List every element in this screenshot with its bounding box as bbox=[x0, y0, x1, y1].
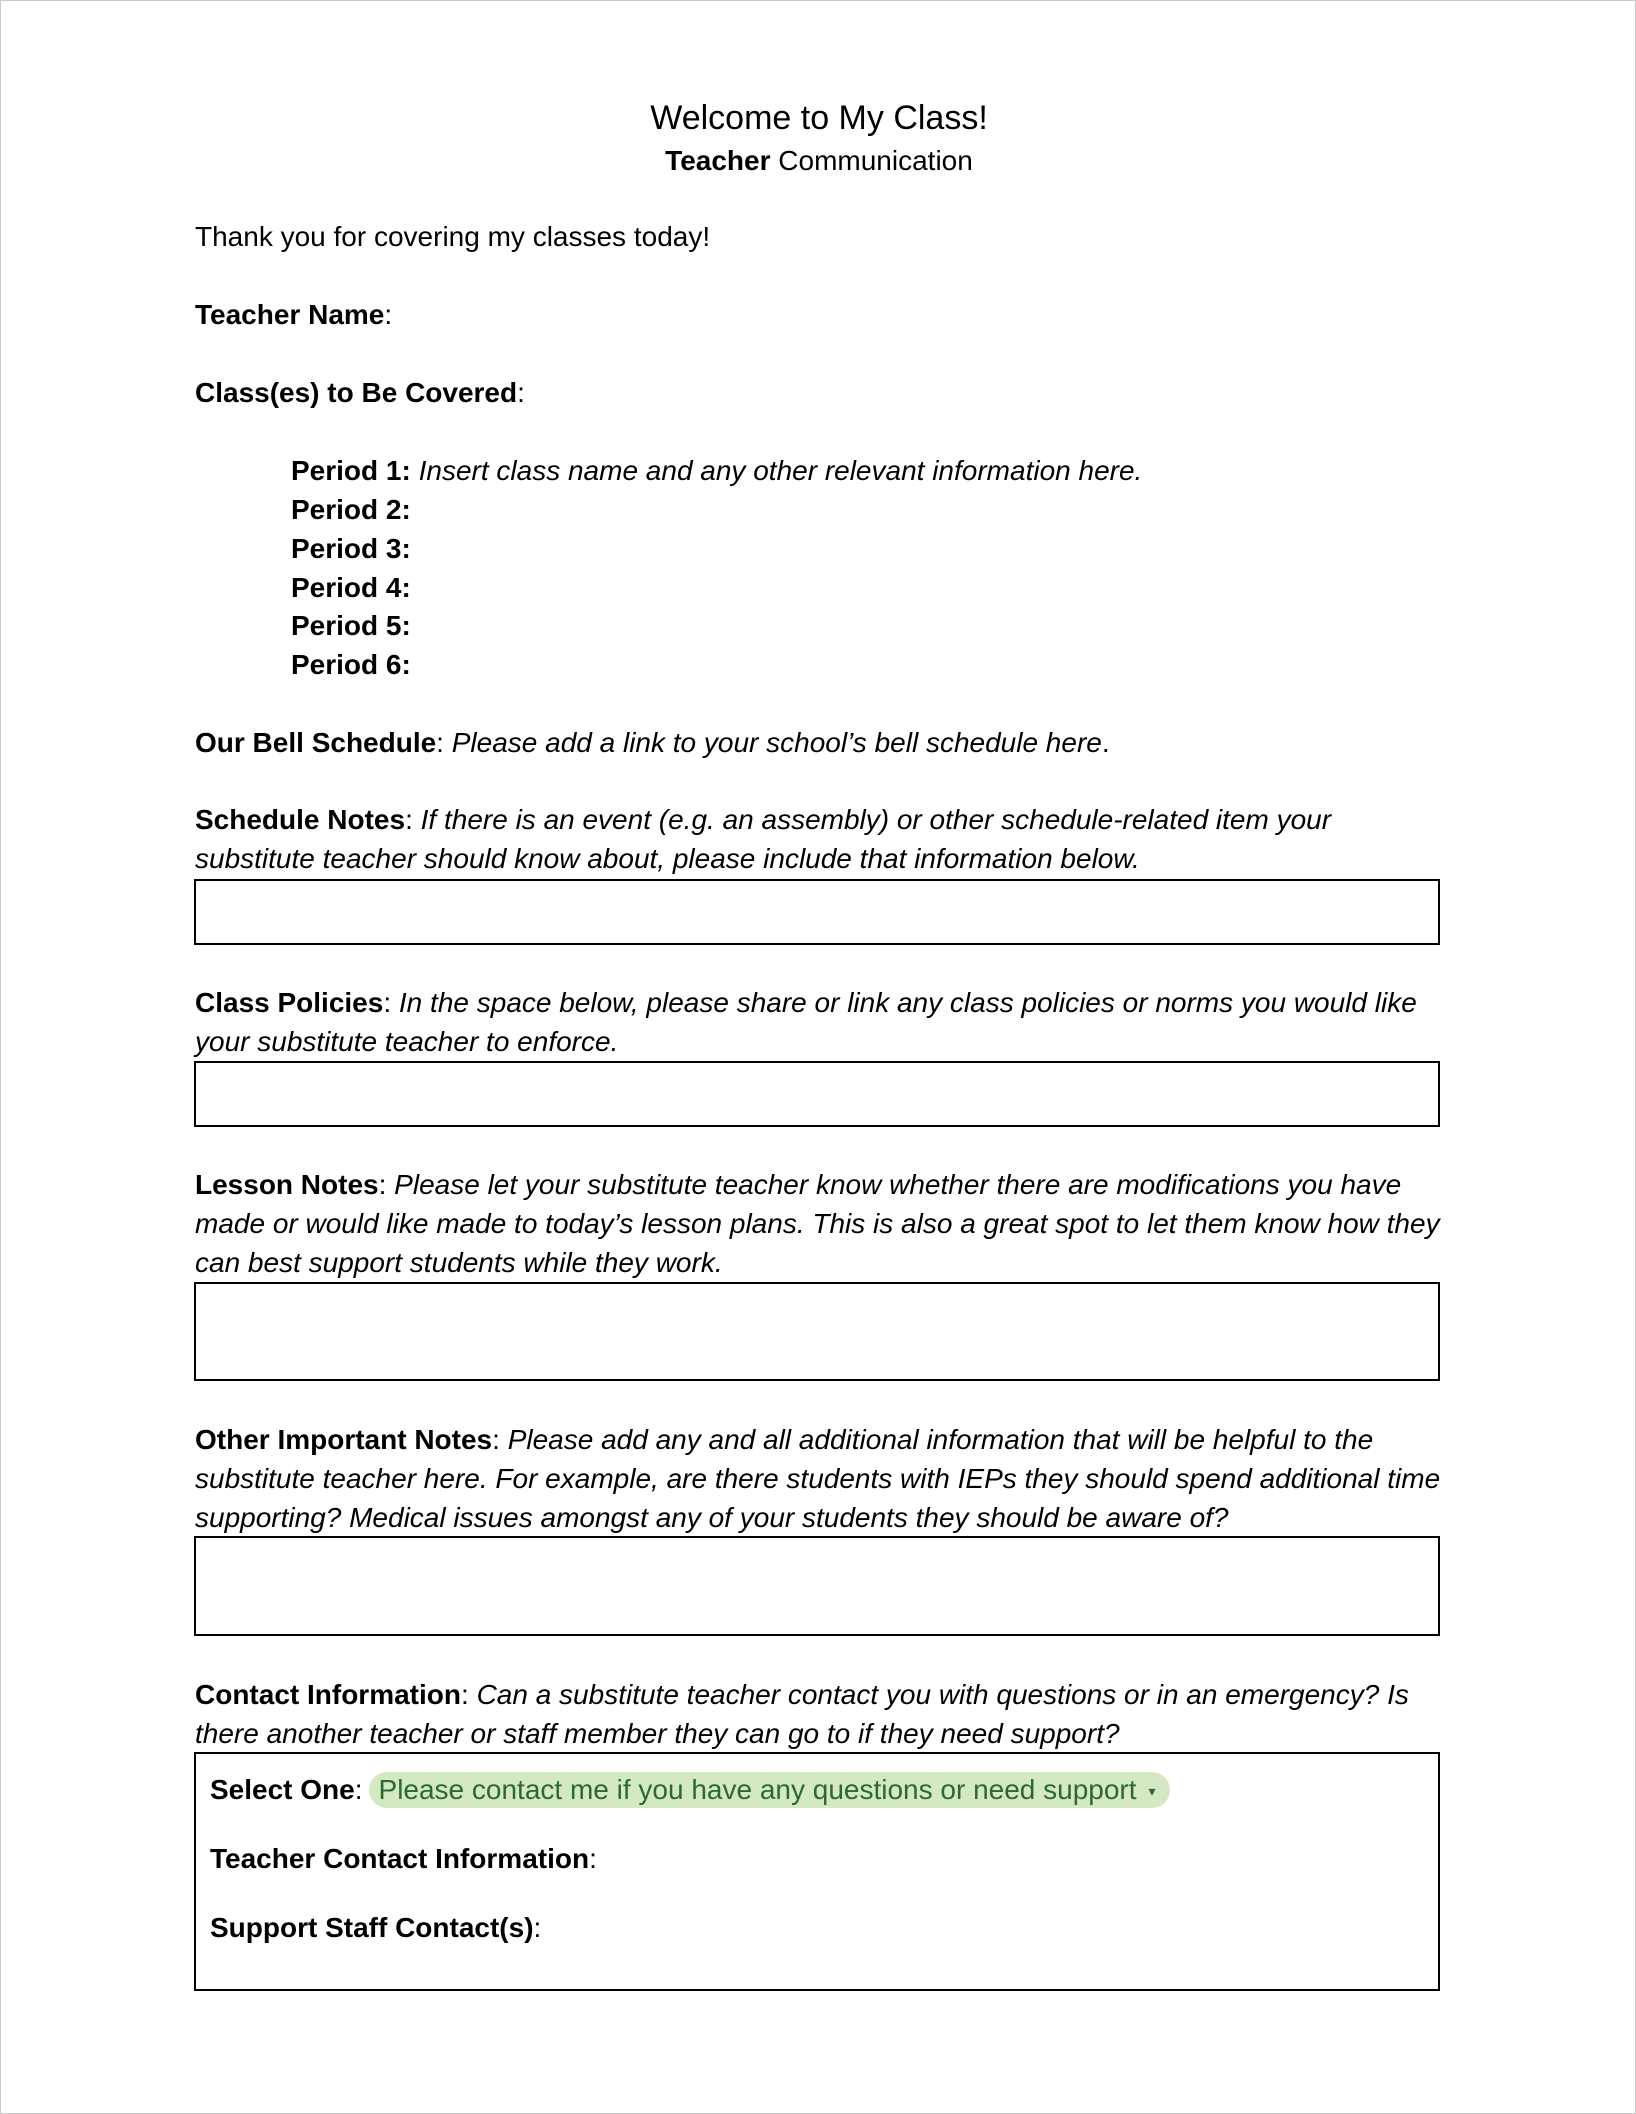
chevron-down-icon: ▾ bbox=[1148, 1783, 1156, 1799]
lesson-notes-box[interactable] bbox=[194, 1282, 1440, 1381]
select-one-colon: : bbox=[354, 1774, 363, 1805]
teacher-name-colon: : bbox=[384, 299, 393, 330]
teacher-contact-label: Teacher Contact Information bbox=[210, 1843, 590, 1874]
select-one-label: Select One bbox=[210, 1774, 355, 1805]
teacher-contact-colon: : bbox=[589, 1843, 597, 1874]
period-note: Insert class name and any other relevant information here. bbox=[418, 455, 1143, 486]
period-row bbox=[291, 529, 411, 568]
bell-schedule-colon: : bbox=[436, 727, 452, 758]
support-staff-label: Support Staff Contact(s) bbox=[210, 1912, 534, 1943]
bell-schedule-period: . bbox=[1101, 727, 1110, 758]
schedule-notes-box[interactable] bbox=[194, 879, 1440, 945]
other-notes-box[interactable] bbox=[194, 1536, 1440, 1636]
support-staff-colon: : bbox=[533, 1912, 542, 1943]
document-subtitle bbox=[1, 143, 1636, 179]
other-notes-line bbox=[195, 1420, 1457, 1537]
other-notes-label: Other Important Notes bbox=[195, 1424, 493, 1455]
lesson-notes-label: Lesson Notes bbox=[195, 1169, 379, 1200]
period-label: Period 4: bbox=[291, 572, 411, 603]
contact-info-instructions: Can a substitute teacher contact you with questions or in an emergency? Is there another teacher or staff member they can go to if they need support? bbox=[195, 1679, 1409, 1749]
subtitle-bold: Teacher bbox=[665, 145, 771, 176]
classes-colon: : bbox=[517, 377, 525, 408]
lesson-notes-instructions: Please let your substitute teacher know whether there are modifications you have made or would like made to today’s lesson plans. This is also a great spot to let them know how they can best support students while they work. bbox=[195, 1169, 1440, 1278]
lesson-notes-colon: : bbox=[378, 1169, 395, 1200]
intro-text: Thank you for covering my classes today! bbox=[195, 221, 711, 252]
schedule-notes-instructions: If there is an event (e.g. an assembly) or other schedule-related item your substitute teacher should know about, please include that information below. bbox=[195, 804, 1332, 874]
period-label: Period 3: bbox=[291, 533, 411, 564]
period-row bbox=[291, 645, 411, 684]
period-label: Period 6: bbox=[291, 649, 411, 680]
contact-info-label: Contact Information bbox=[195, 1679, 461, 1710]
bell-schedule-line bbox=[195, 723, 1457, 762]
schedule-notes-colon: : bbox=[405, 804, 421, 835]
teacher-name-label: Teacher Name bbox=[195, 299, 385, 330]
schedule-notes-label: Schedule Notes bbox=[195, 804, 406, 835]
teacher-contact-row bbox=[210, 1841, 597, 1877]
contact-preference-value: Please contact me if you have any questions or need support bbox=[378, 1774, 1137, 1805]
contact-box bbox=[194, 1752, 1440, 1991]
period-label: Period 5: bbox=[291, 610, 411, 641]
bell-schedule-label: Our Bell Schedule bbox=[195, 727, 437, 758]
period-label: Period 1: bbox=[291, 455, 411, 486]
subtitle-rest: Communication bbox=[778, 145, 973, 176]
class-policies-instructions: In the space below, please share or link any class policies or norms you would like your substitute teacher to enforce. bbox=[195, 987, 1417, 1057]
contact-preference-dropdown[interactable] bbox=[369, 1772, 1170, 1808]
support-staff-row bbox=[210, 1910, 541, 1946]
other-notes-instructions: Please add any and all additional information that will be helpful to the substitute teacher here. For example, are there students with IEPs they should spend additional time supporting? Medical issues amongst any of your students they should be aware of? bbox=[195, 1424, 1441, 1533]
class-policies-line bbox=[195, 983, 1457, 1061]
period-label: Period 2: bbox=[291, 494, 411, 525]
other-notes-colon: : bbox=[492, 1424, 508, 1455]
period-row bbox=[291, 451, 1142, 490]
teacher-name-line bbox=[195, 295, 1457, 334]
classes-label: Class(es) to Be Covered bbox=[195, 377, 518, 408]
contact-info-colon: : bbox=[461, 1679, 477, 1710]
schedule-notes-line bbox=[195, 800, 1457, 878]
class-policies-label: Class Policies bbox=[195, 987, 384, 1018]
lesson-notes-line bbox=[195, 1165, 1457, 1282]
classes-line bbox=[195, 373, 1457, 412]
select-one-row bbox=[210, 1772, 1170, 1808]
period-row bbox=[291, 568, 411, 607]
class-policies-box[interactable] bbox=[194, 1061, 1440, 1127]
bell-schedule-link-placeholder[interactable]: Please add a link to your school’s bell schedule here bbox=[451, 727, 1102, 758]
period-row bbox=[291, 606, 411, 645]
contact-info-line bbox=[195, 1675, 1457, 1753]
document-title: Welcome to My Class! bbox=[650, 99, 988, 137]
class-policies-colon: : bbox=[383, 987, 399, 1018]
period-row bbox=[291, 490, 411, 529]
